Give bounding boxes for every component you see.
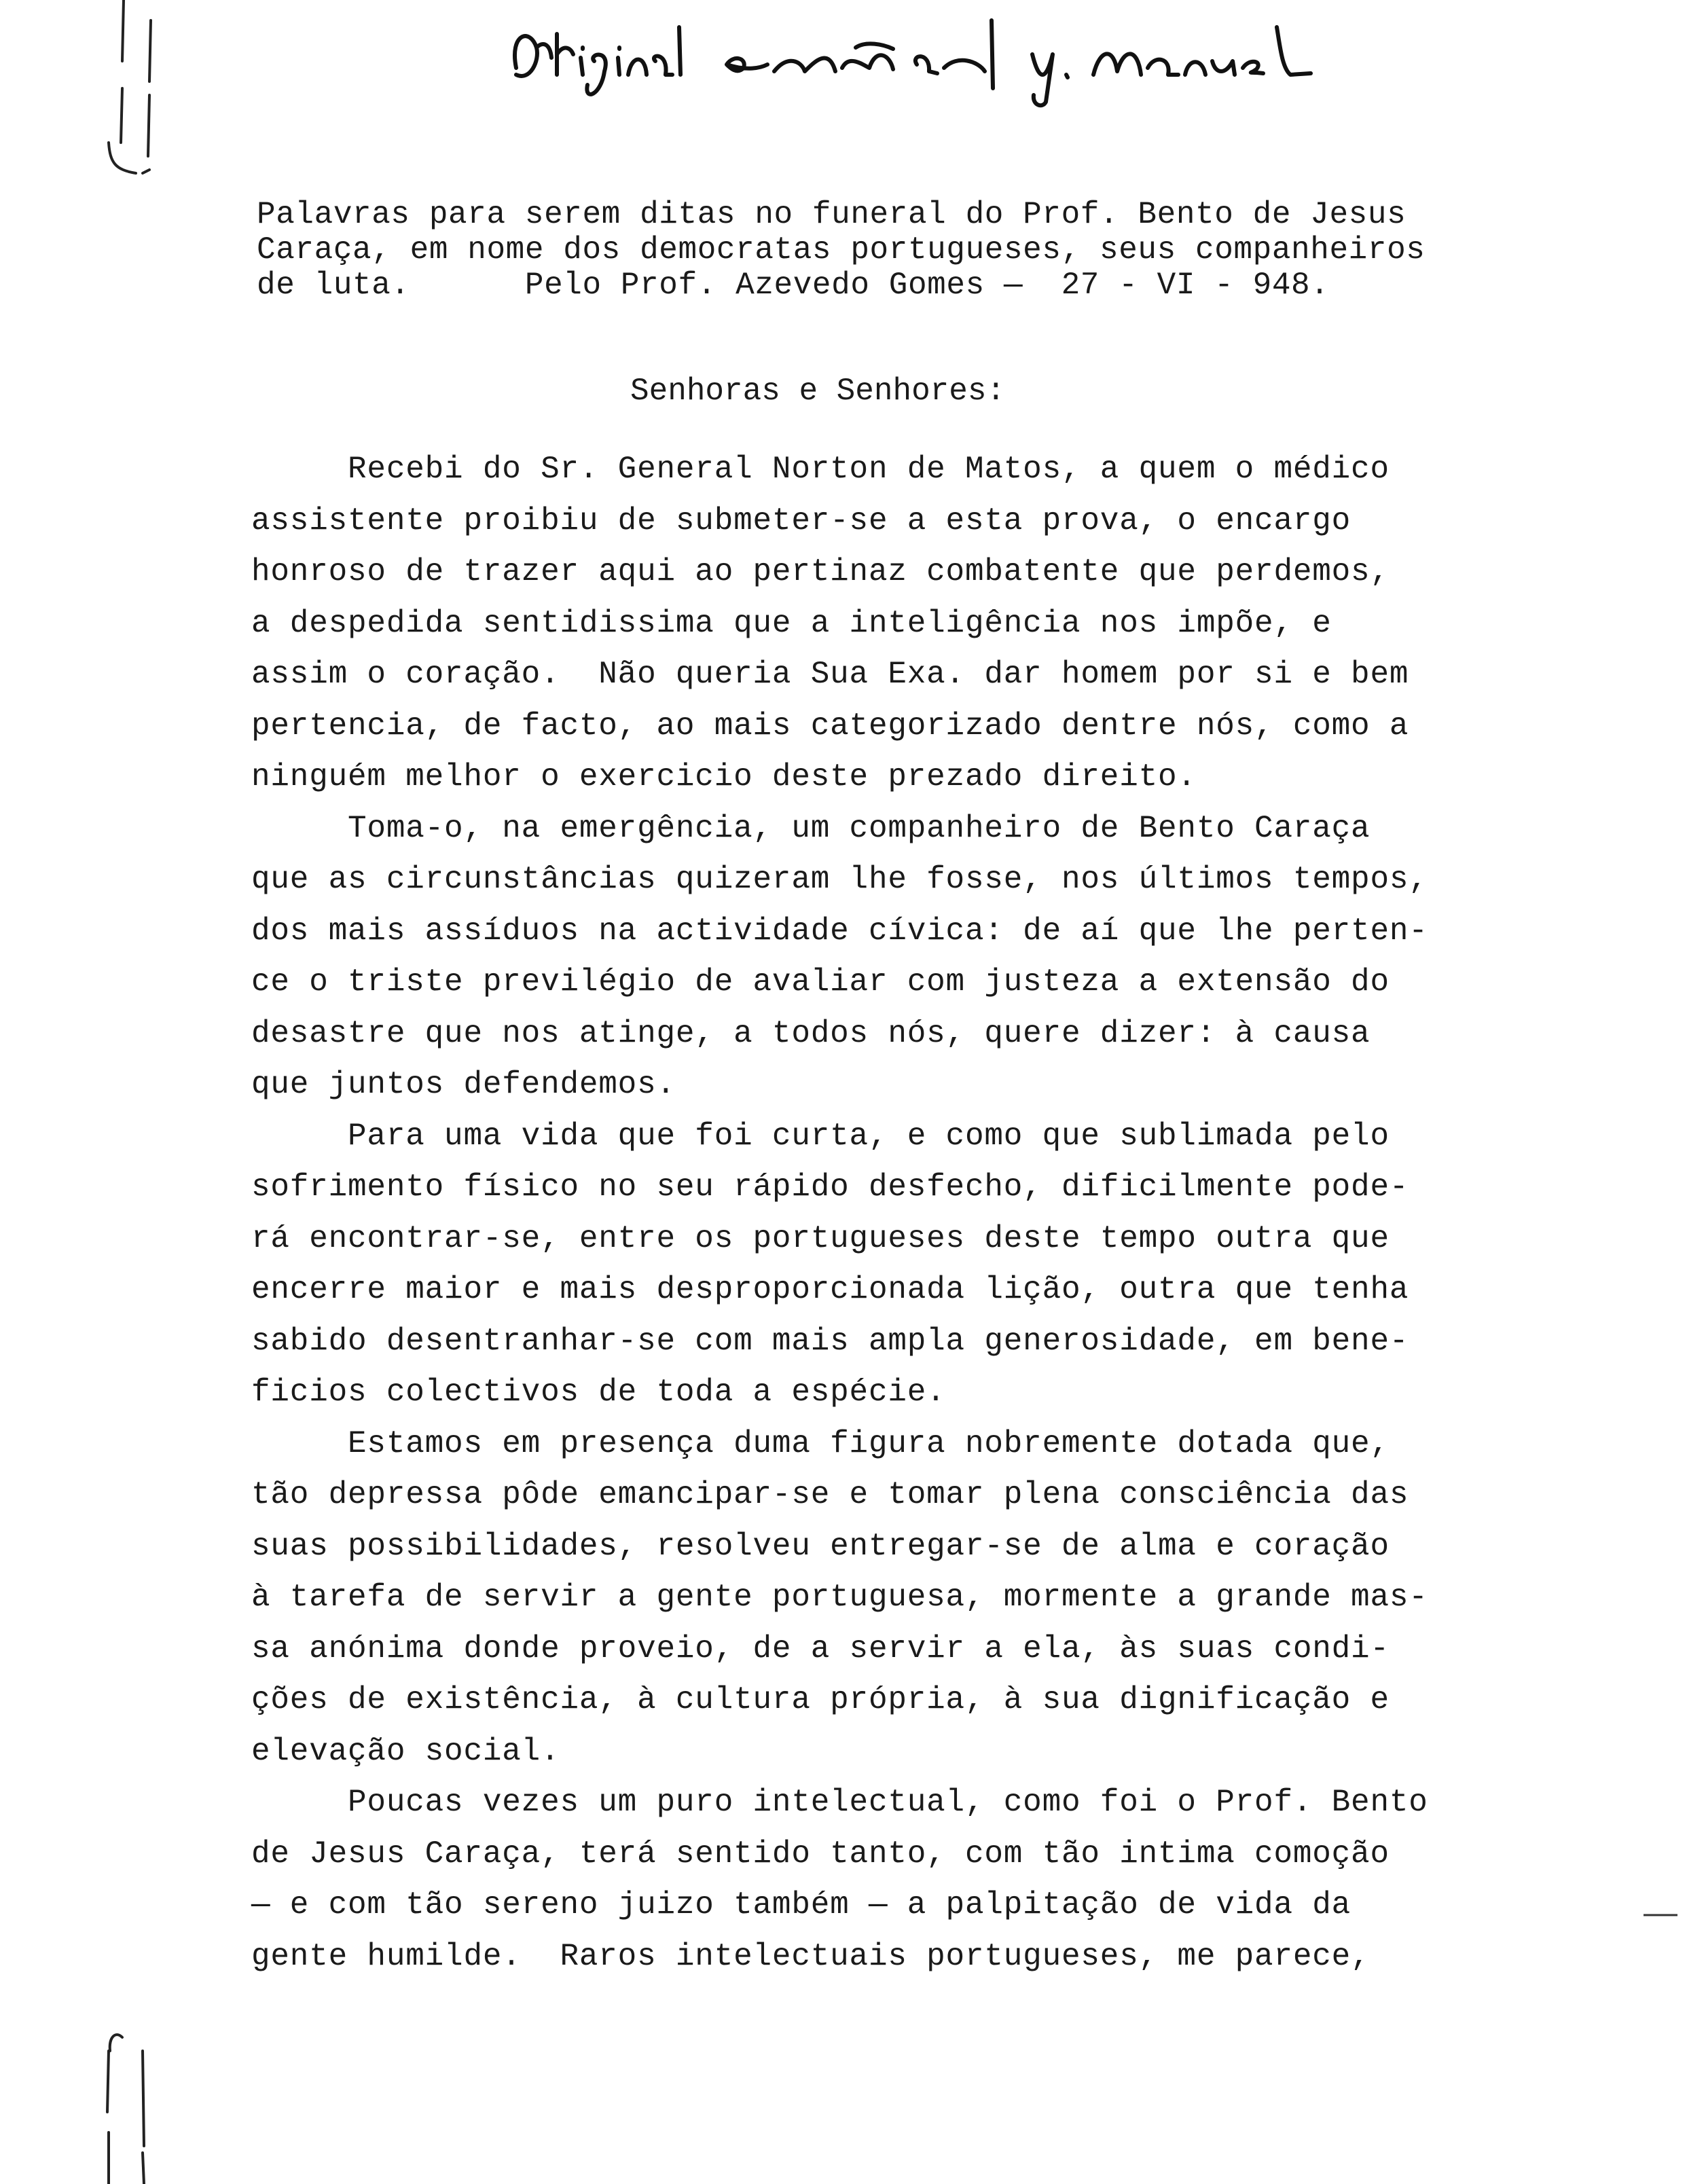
body-line: encerre maior e mais desproporcionada lição, outra que tenha: [251, 1272, 1409, 1307]
body-line: tão depressa pôde emancipar-se e tomar plena consciência das: [251, 1477, 1409, 1512]
body-line: Toma-o, na emergência, um companheiro de Bento Caraça: [251, 810, 1371, 846]
body-line: de Jesus Caraça, terá sentido tanto, com tão intima comoção: [251, 1836, 1390, 1872]
body-line: que juntos defendemos.: [251, 1067, 676, 1102]
body-line: desastre que nos atinge, a todos nós, quere dizer: à causa: [251, 1015, 1371, 1051]
body-line: — e com tão sereno juizo também — a palpitação de vida da: [251, 1887, 1351, 1923]
body-line: elevação social.: [251, 1733, 560, 1769]
body-line: Recebi do Sr. General Norton de Matos, a quem o médico: [251, 452, 1390, 487]
handwritten-note: [503, 7, 1318, 109]
body-line: ce o triste previlégio de avaliar com justeza a extensão do: [251, 964, 1390, 1000]
header-line-2: Caraça, em nome dos democratas portugueses, seus companheiros: [257, 232, 1426, 268]
body-line: assistente proibiu de submeter-se a esta prova, o encargo: [251, 503, 1351, 539]
body-line: sa anónima donde proveio, de a servir a ela, às suas condi-: [251, 1631, 1390, 1667]
body-line: ções de existência, à cultura própria, à sua dignificação e: [251, 1682, 1390, 1717]
salutation: Senhoras e Senhores:: [630, 374, 1006, 409]
body-line: a despedida sentidissima que a inteligência nos impõe, e: [251, 605, 1332, 641]
body-line: assim o coração. Não queria Sua Exa. dar homem por si e bem: [251, 657, 1409, 692]
document-header: [257, 197, 1581, 303]
body-line: pertencia, de facto, ao mais categorizado dentre nós, como a: [251, 708, 1409, 744]
body-line: honroso de trazer aqui ao pertinaz combatente que perdemos,: [251, 554, 1390, 589]
body-line: Para uma vida que foi curta, e como que sublimada pelo: [251, 1118, 1390, 1154]
margin-binding-marks-top: [95, 0, 177, 204]
body-line: que as circunstâncias quizeram lhe fosse, nos últimos tempos,: [251, 862, 1428, 897]
header-line-1: Palavras para serem ditas no funeral do Prof. Bento de Jesus: [257, 197, 1406, 232]
body-line: gente humilde. Raros intelectuais portugueses, me parece,: [251, 1938, 1371, 1974]
body-line: à tarefa de servir a gente portuguesa, mormente a grande mas-: [251, 1580, 1428, 1615]
body-line: Poucas vezes um puro intelectual, como foi o Prof. Bento: [251, 1785, 1428, 1820]
body-line: Estamos em presença duma figura nobremente dotada que,: [251, 1425, 1390, 1461]
body-line: sofrimento físico no seu rápido desfecho, dificilmente pode-: [251, 1169, 1409, 1205]
body-line: sabido desentranhar-se com mais ampla generosidade, em bene-: [251, 1323, 1409, 1359]
margin-binding-marks-bottom: [88, 2010, 170, 2184]
body-line: dos mais assíduos na actividade cívica: de aí que lhe perten-: [251, 913, 1428, 949]
margin-dash-right: [1637, 1901, 1691, 1929]
body-line: suas possibilidades, resolveu entregar-se de alma e coração: [251, 1528, 1390, 1564]
body-line: rá encontrar-se, entre os portugueses deste tempo outra que: [251, 1220, 1390, 1256]
body-line: ficios colectivos de toda a espécie.: [251, 1375, 946, 1410]
body-line: ninguém melhor o exercicio deste prezado direito.: [251, 759, 1197, 795]
speech-body: [251, 444, 1603, 1982]
header-line-3: de luta. Pelo Prof. Azevedo Gomes — 27 - VI - 948.: [257, 268, 1330, 303]
